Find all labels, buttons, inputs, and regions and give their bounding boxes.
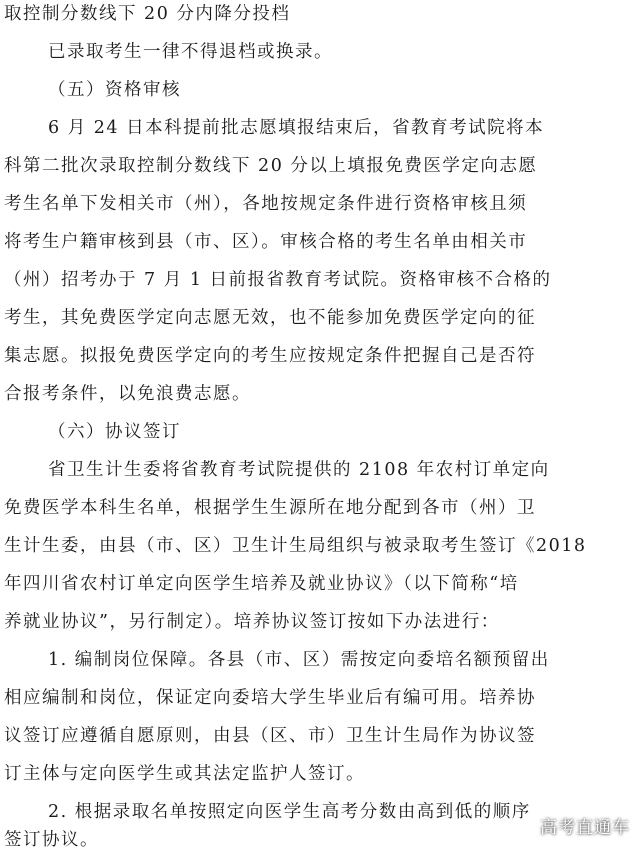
- text-line: 订主体与定向医学生或其法定监护人签订。: [4, 764, 365, 784]
- text-line: 6 月 24 日本科提前批志愿填报结束后，省教育考试院将本: [48, 118, 545, 138]
- text-line: 年四川省农村订单定向医学生培养及就业协议》（以下简称“培: [4, 574, 519, 594]
- text-line: 议签订应遵循自愿原则，由县（区、市）卫生计生局作为协议签: [4, 726, 536, 746]
- text-line: （州）招考办于 7 月 1 日前报省教育考试院。资格审核不合格的: [4, 270, 552, 290]
- text-line: 省卫生计生委将省教育考试院提供的 2108 年农村订单定向: [48, 460, 550, 480]
- text-line: 取控制分数线下 20 分内降分投档: [4, 4, 291, 24]
- text-line: 2. 根据录取名单按照定向医学生高考分数由高到低的顺序: [48, 802, 531, 822]
- section-heading: （五）资格审核: [48, 80, 181, 100]
- text-line: 生计生委，由县（市、区）卫生计生局组织与被录取考生签订《2018: [4, 536, 587, 556]
- text-line: 已录取考生一律不得退档或换录。: [48, 42, 333, 62]
- text-line: 1. 编制岗位保障。各县（市、区）需按定向委培名额预留出: [48, 650, 550, 670]
- text-line: 相应编制和岗位，保证定向委培大学生毕业后有编可用。培养协: [4, 688, 536, 708]
- text-line: 免费医学本科生名单，根据学生生源所在地分配到各市（州）卫: [4, 498, 536, 518]
- text-line: 考生名单下发相关市（州），各地按规定条件进行资格审核且须: [4, 194, 528, 214]
- text-line: 考生，其免费医学定向志愿无效，也不能参加免费医学定向的征: [4, 308, 536, 328]
- watermark: 高考直通车: [540, 818, 630, 838]
- text-line: 科第二批次录取控制分数线下 20 分以上填报免费医学定向志愿: [4, 156, 538, 176]
- text-line: 将考生户籍审核到县（市、区）。审核合格的考生名单由相关市: [4, 232, 528, 252]
- text-line: 签订协议。: [4, 830, 99, 850]
- section-heading: （六）协议签订: [48, 422, 181, 442]
- text-line: 集志愿。拟报免费医学定向的考生应按规定条件把握自己是否符: [4, 346, 536, 366]
- text-line: 合报考条件，以免浪费志愿。: [4, 384, 251, 404]
- text-line: 养就业协议”，另行制定）。培养协议签订按如下办法进行：: [4, 612, 500, 632]
